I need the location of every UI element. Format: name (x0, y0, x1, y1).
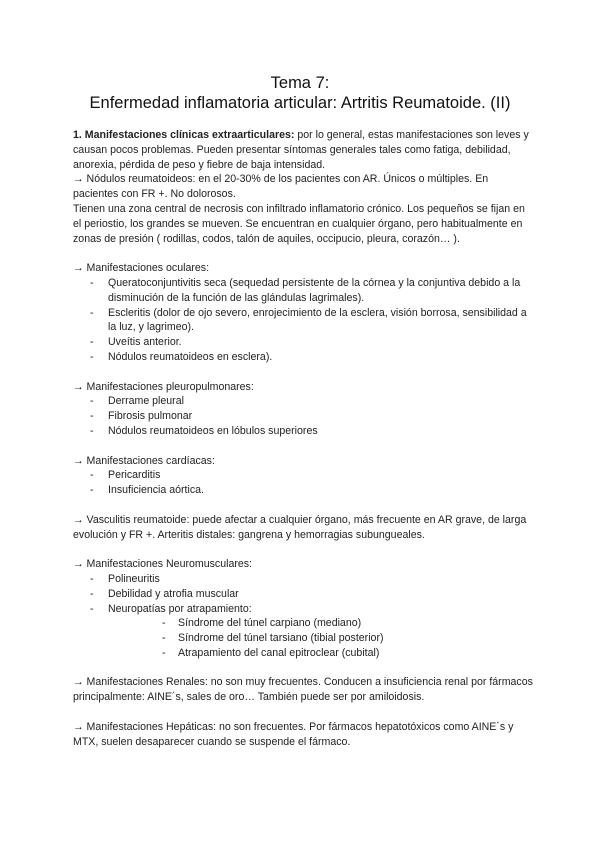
cardiacas-list (73, 468, 533, 498)
list-item (73, 602, 533, 661)
list-item: - Insuficiencia aórtica. (73, 483, 533, 498)
neuro-sublist (108, 616, 533, 660)
list-item: - Escleritis (dolor de ojo severo, enrojecimiento de la esclera, visión borrosa, sensibilidad a la luz, y lagrimeo). (73, 306, 533, 336)
section-1-paragraph (73, 128, 533, 172)
title-line-2: Enfermedad inflamatoria articular: Artritis Reumatoide. (II) (89, 94, 511, 112)
list-item: - Nódulos reumatoideos en lóbulos superiores (73, 424, 533, 439)
nodulos-paragraph: → Nódulos reumatoideos: en el 20-30% de los pacientes con AR. Únicos o múltiples. En pacientes con FR +. No dolorosos. (73, 173, 489, 201)
list-item: - Nódulos reumatoideos en esclera). (73, 350, 533, 365)
hepaticas-paragraph: → Manifestaciones Hepáticas: no son frecuentes. Por fármacos hepatotóxicos como AINE´s y MTX, suelen desaparecer cuando se suspende el fármaco. (73, 720, 514, 748)
list-item: - Derrame pleural (73, 394, 533, 409)
neuro-list (73, 572, 533, 661)
sublist-item: - Atrapamiento del canal epitroclear (cubital) (108, 646, 533, 661)
sublist-item: - Síndrome del túnel tarsiano (tibial posterior) (108, 631, 533, 646)
oculares-heading: → Manifestaciones oculares: (73, 262, 210, 275)
pleuro-list (73, 394, 533, 438)
vasculitis-paragraph: → Vasculitis reumatoide: puede afectar a cualquier órgano, más frecuente en AR grave, de larga evolución y FR +. Arteritis distales: gangrena y hemorragias subungueales. (73, 513, 527, 541)
list-item: - Polineuritis (73, 572, 533, 587)
cardiacas-heading: → Manifestaciones cardíacas: (73, 454, 215, 467)
list-item: - Debilidad y atrofia muscular (73, 587, 533, 602)
sublist-item: - Síndrome del túnel carpiano (mediano) (108, 616, 533, 631)
list-item: - Pericarditis (73, 468, 533, 483)
neuro-heading: → Manifestaciones Neuromusculares: (73, 558, 252, 571)
list-item-label: Neuropatías por atrapamiento: (108, 602, 252, 615)
title-line-1: Tema 7: (270, 74, 330, 92)
necrosis-paragraph: Tienen una zona central de necrosis con infiltrado inflamatorio crónico. Los pequeños se fijan en el periostio, los grandes se mueven. Se encuentran en cualquier órgano, pero habitualmente en zonas de presión ( rodillas, codos, talón de aquiles, occipucio, pleura, corazón… ). (73, 202, 525, 245)
list-item: - Uveítis anterior. (73, 335, 533, 350)
document-body (73, 128, 533, 749)
section-1-text: por lo general, estas manifestaciones son leves y causan pocos problemas. Pueden presentar síntomas generales tales como fatiga, debilidad, anorexia, pérdida de peso y fiebre de baja intensidad. (73, 129, 529, 171)
list-item: - Queratoconjuntivitis seca (sequedad persistente de la córnea y la conjuntiva debido a la disminución de la función de las glándulas lagrimales). (73, 276, 533, 306)
renales-paragraph: → Manifestaciones Renales: no son muy frecuentes. Conducen a insuficiencia renal por fármacos principalmente: AINE´s, sales de oro… También puede ser por amiloidosis. (73, 676, 533, 704)
section-1-heading: 1. Manifestaciones clínicas extraarticulares: (73, 129, 295, 141)
oculares-list (73, 276, 533, 365)
pleuro-heading: → Manifestaciones pleuropulmonares: (73, 380, 254, 393)
list-item: - Fibrosis pulmonar (73, 409, 533, 424)
